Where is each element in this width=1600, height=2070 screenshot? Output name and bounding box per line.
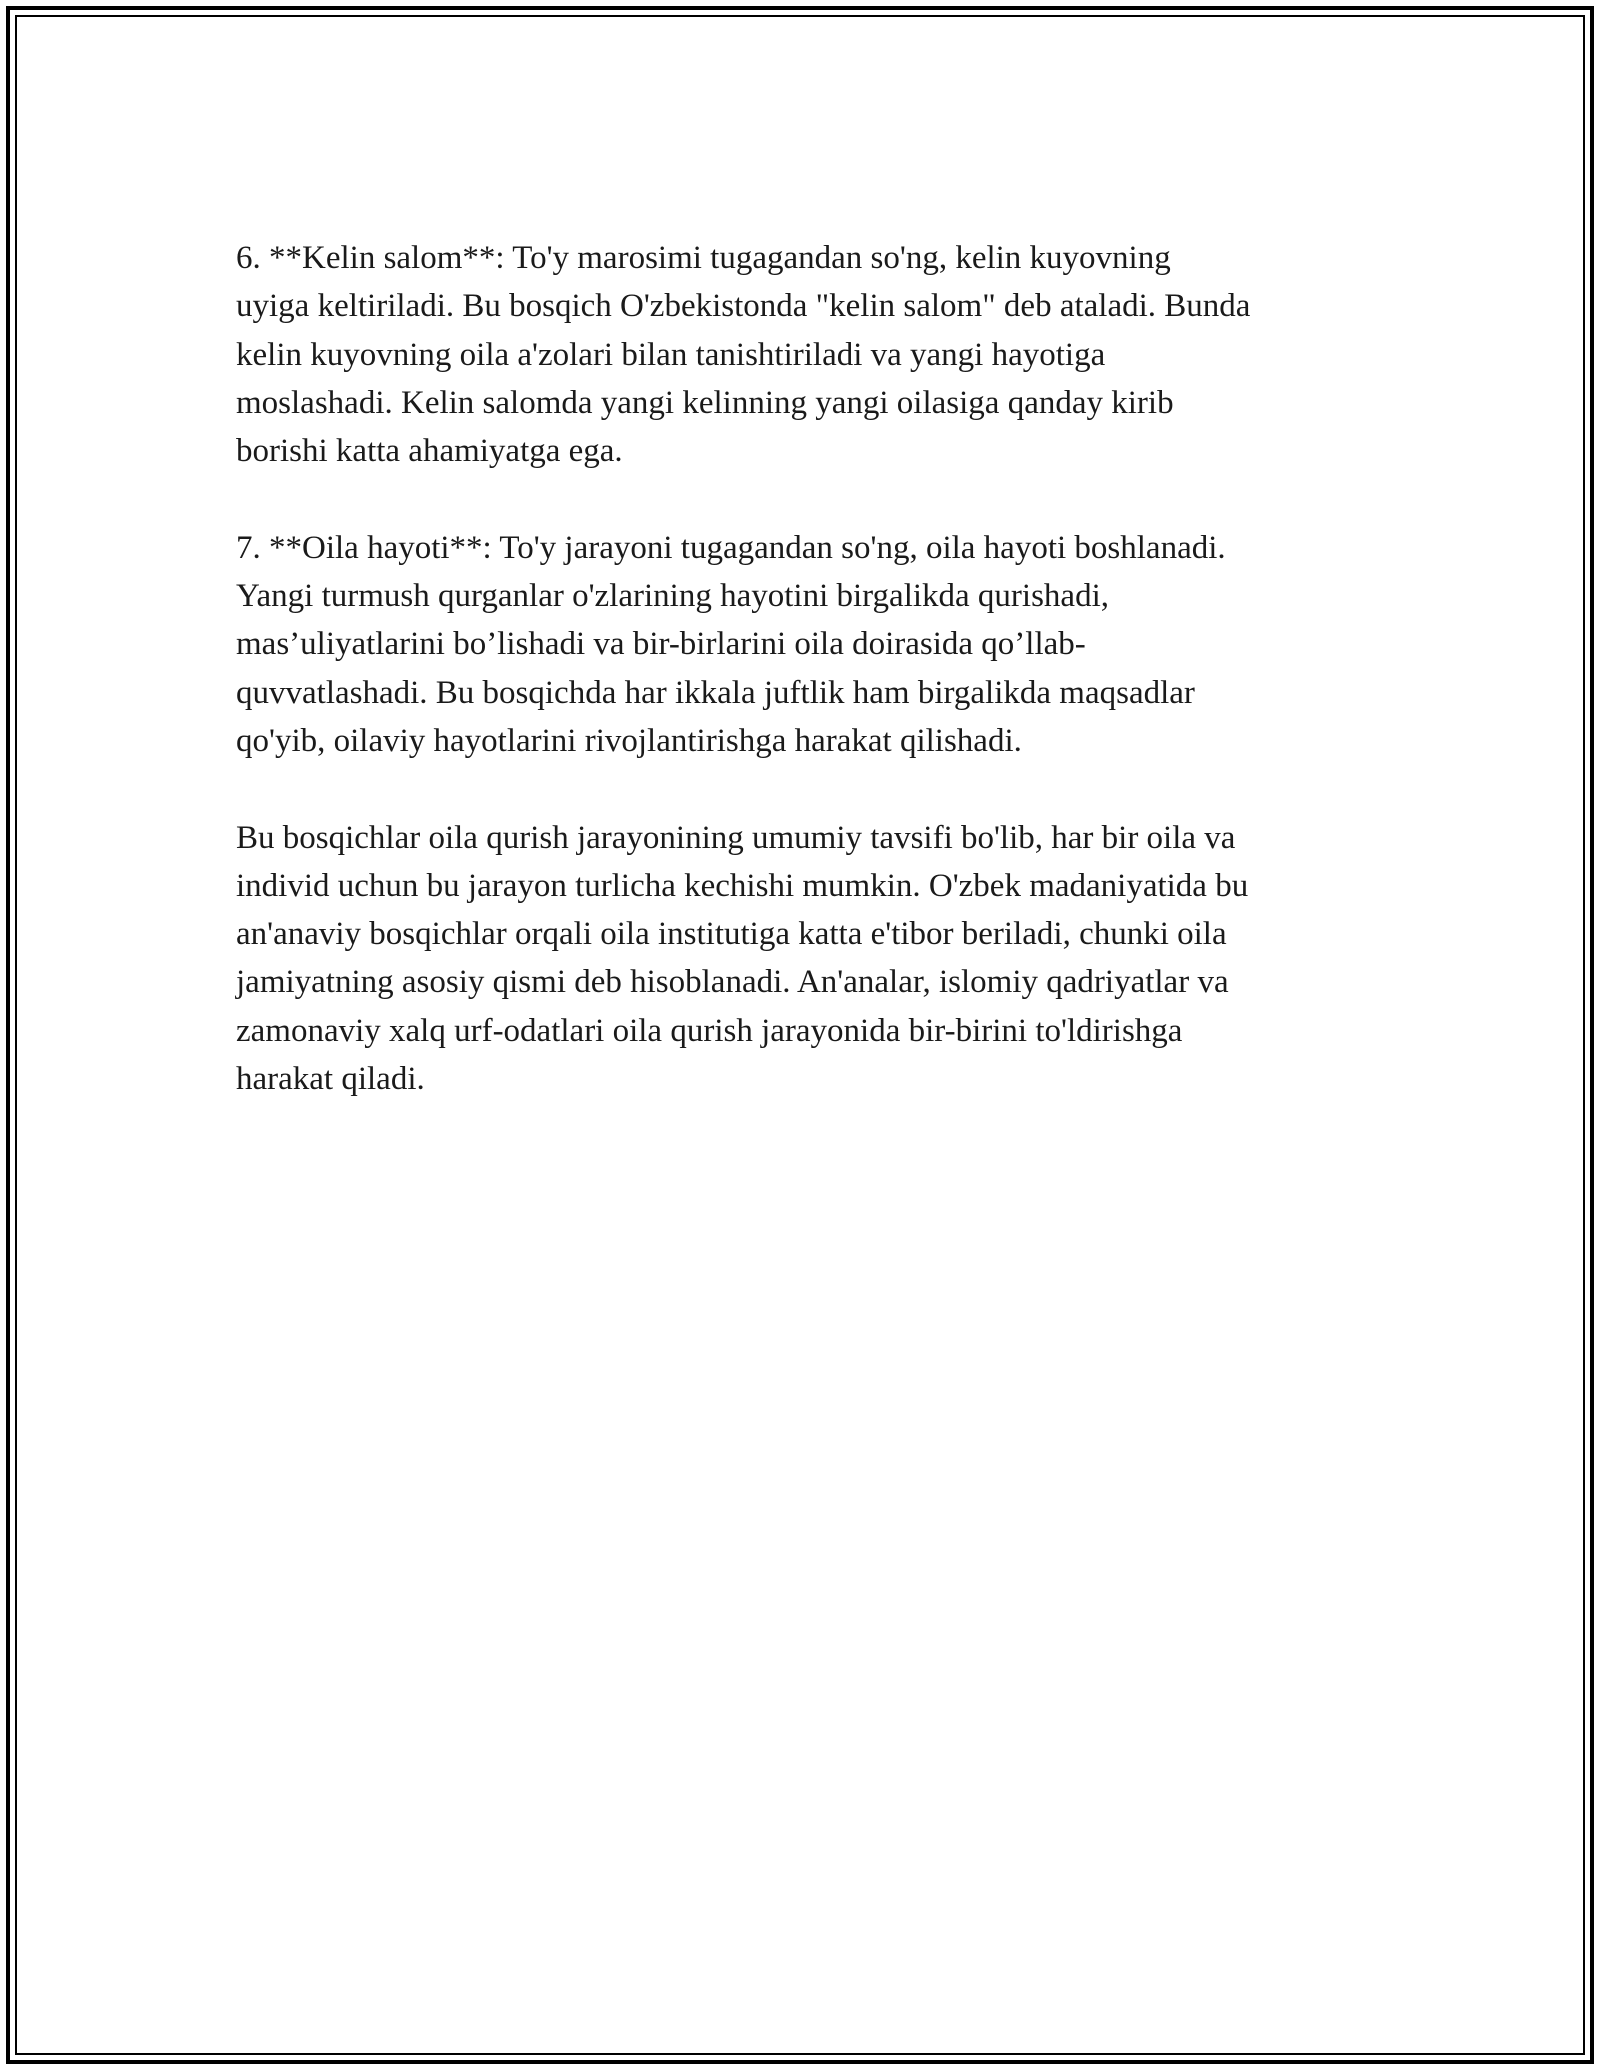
text-line: moslashadi. Kelin salomda yangi kelinning yangi oilasiga qanday kirib: [236, 384, 1174, 421]
text-line: 7. **Oila hayoti**: To'y jarayoni tugagandan so'ng, oila hayoti boshlanadi.: [236, 529, 1226, 566]
text-line: individ uchun bu jarayon turlicha kechishi mumkin. O'zbek madaniyatida bu: [236, 867, 1249, 904]
text-line: borishi katta ahamiyatga ega.: [236, 433, 623, 470]
text-line: harakat qiladi.: [236, 1061, 425, 1098]
paragraph-oila-hayoti: [236, 524, 1376, 765]
text-line: Yangi turmush qurganlar o'zlarining hayotini birgalikda qurishadi,: [236, 578, 1110, 615]
text-line: jamiyatning asosiy qismi deb hisoblanadi. An'analar, islomiy qadriyatlar va: [236, 964, 1229, 1001]
text-line: zamonaviy xalq urf-odatlari oila qurish jarayonida bir-birini to'ldirishga: [236, 1012, 1183, 1049]
text-line: quvvatlashadi. Bu bosqichda har ikkala juftlik ham birgalikda maqsadlar: [236, 674, 1195, 711]
text-line: qo'yib, oilaviy hayotlarini rivojlantirishga harakat qilishadi.: [236, 722, 1022, 759]
text-line: mas’uliyatlarini bo’lishadi va bir-birlarini oila doirasida qo’llab-: [236, 626, 1086, 663]
text-line: kelin kuyovning oila a'zolari bilan tanishtiriladi va yangi hayotiga: [236, 336, 1106, 373]
text-line: an'anaviy bosqichlar orqali oila institutiga katta e'tibor beriladi, chunki oila: [236, 916, 1227, 953]
paragraph-summary: [236, 814, 1376, 1104]
text-line: uyiga keltiriladi. Bu bosqich O'zbekistonda "kelin salom" deb ataladi. Bunda: [236, 288, 1251, 325]
document-body: [236, 234, 1376, 1152]
paragraph-kelin-salom: [236, 234, 1376, 475]
text-line: Bu bosqichlar oila qurish jarayonining umumiy tavsifi bo'lib, har bir oila va: [236, 819, 1236, 856]
text-line: 6. **Kelin salom**: To'y marosimi tugagandan so'ng, kelin kuyovning: [236, 240, 1171, 276]
